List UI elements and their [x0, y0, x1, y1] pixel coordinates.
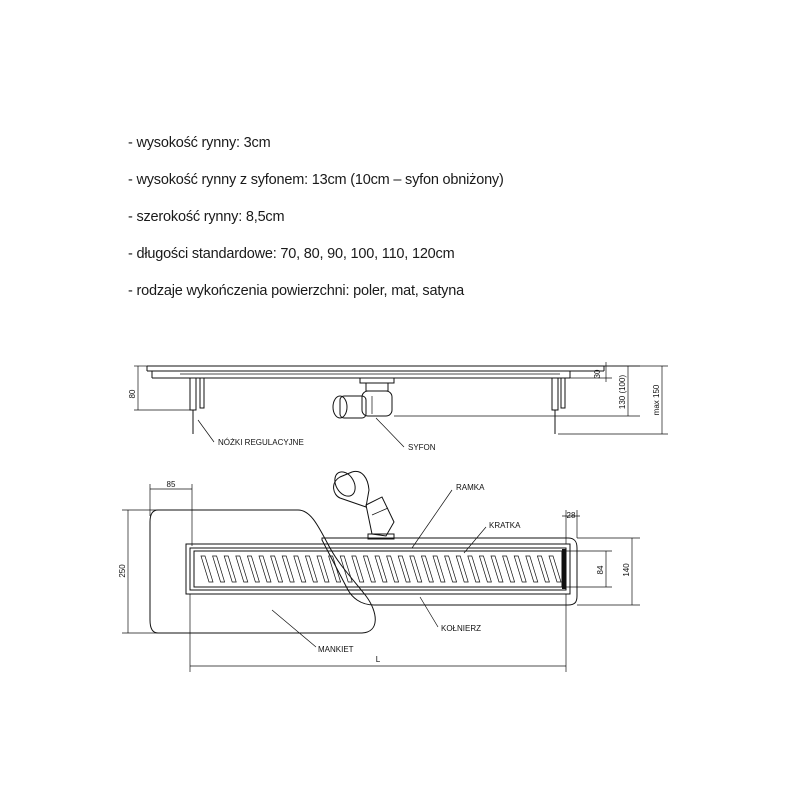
grate-slot — [410, 556, 422, 582]
grate-slot — [479, 556, 491, 582]
dim-frame-28: 28 — [566, 511, 576, 520]
spec-standard-lengths: - długości standardowe: 70, 80, 90, 100, 110, 120cm — [128, 246, 455, 262]
grate-slot — [537, 556, 549, 582]
label-ramka: RAMKA — [456, 483, 485, 492]
grate-slot — [224, 556, 236, 582]
grate-slot — [375, 556, 387, 582]
grate-slot — [491, 556, 503, 582]
grate-slot — [468, 556, 480, 582]
spec-surface-finishes: - rodzaje wykończenia powierzchni: poler, mat, satyna — [128, 283, 464, 299]
spec-height: - wysokość rynny: 3cm — [128, 135, 271, 151]
grate-slot — [201, 556, 213, 582]
label-syfon: SYFON — [408, 443, 436, 452]
grate-slot — [236, 556, 248, 582]
label-mankiet: MANKIET — [318, 645, 354, 654]
grate-slot — [503, 556, 515, 582]
grate-slot — [514, 556, 526, 582]
grate-slot — [456, 556, 468, 582]
grate-slot — [445, 556, 457, 582]
spec-width: - szerokość rynny: 8,5cm — [128, 209, 285, 225]
syfon-side — [333, 378, 394, 418]
grate-slot — [317, 556, 329, 582]
grate-slot — [305, 556, 317, 582]
dim-width-85: 85 — [166, 480, 176, 489]
grate-slot — [329, 556, 341, 582]
grate-slot — [294, 556, 306, 582]
dim-inner-84: 84 — [596, 565, 605, 575]
grate-slot — [433, 556, 445, 582]
grate-slot — [352, 556, 364, 582]
label-adjustable-legs: NÓŻKI REGULACYJNE — [218, 438, 304, 447]
membrane-outline — [150, 510, 375, 633]
label-kolnierz: KOŁNIERZ — [441, 624, 482, 633]
side-view — [128, 362, 668, 452]
dim-syfon-height: 130 (100) — [618, 374, 627, 410]
dim-leg-height: 80 — [128, 389, 137, 399]
grate-slot — [526, 556, 538, 582]
grate-slot — [259, 556, 271, 582]
dim-length-l: L — [375, 655, 381, 664]
grate-slot — [421, 556, 433, 582]
dim-height-250: 250 — [118, 564, 127, 578]
spec-height-with-siphon: - wysokość rynny z syfonem: 13cm (10cm – syfon obniżony) — [128, 172, 504, 188]
grate-slot — [363, 556, 375, 582]
top-view — [118, 468, 640, 672]
dim-max-height: max 150 — [652, 384, 661, 416]
grate-slot — [282, 556, 294, 582]
dim-outer-140: 140 — [622, 563, 631, 577]
grate-slot — [247, 556, 259, 582]
dim-gutter-height: 30 — [593, 369, 602, 379]
grate-slot — [387, 556, 399, 582]
grate-slot — [398, 556, 410, 582]
grate-slot — [213, 556, 225, 582]
syfon-top — [331, 468, 394, 539]
grate-slot — [549, 556, 561, 582]
grate-slots — [201, 556, 561, 582]
label-kratka: KRATKA — [489, 521, 521, 530]
grate-slot — [271, 556, 283, 582]
